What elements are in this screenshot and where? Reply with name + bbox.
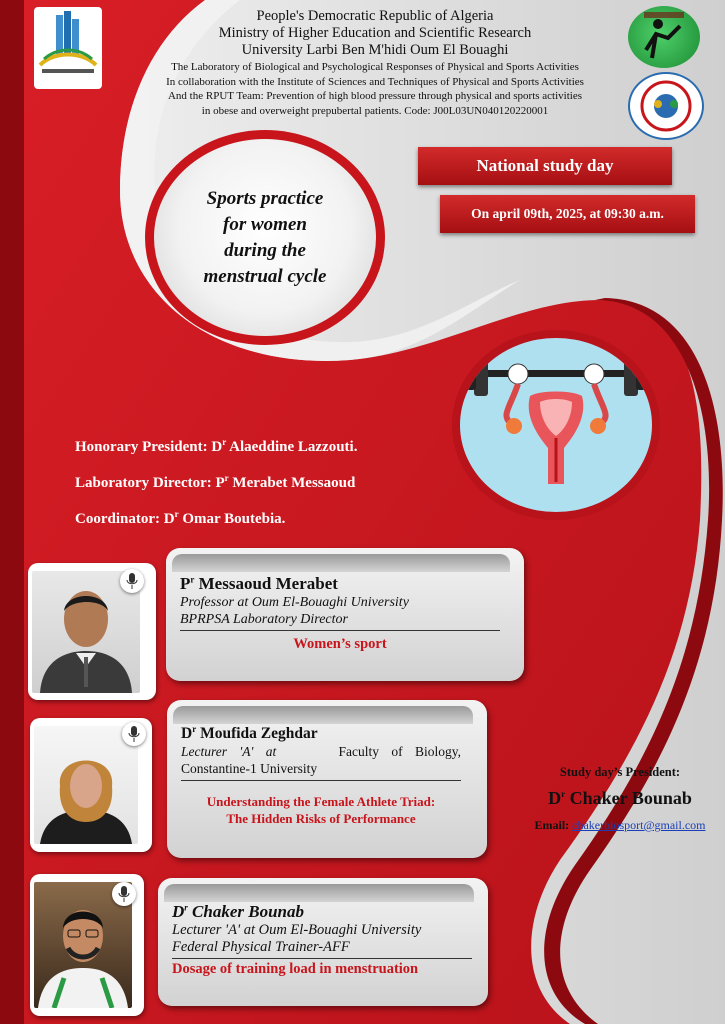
- coordinator-label: Coordinator: D: [75, 511, 175, 527]
- event-date-banner: [440, 195, 695, 233]
- director-sup: r: [224, 473, 229, 483]
- speaker-2-card: [167, 700, 487, 858]
- coordinator-sup: r: [174, 509, 179, 519]
- speaker-1-role: BPRPSA Laboratory Director: [180, 612, 348, 627]
- speaker-2-photo-frame: [30, 718, 152, 852]
- director-name: Merabet Messaoud: [228, 475, 356, 491]
- speaker-2-name: $D^r$ Moufida Zeghdar: [181, 724, 318, 743]
- institution-header: [140, 8, 610, 59]
- university-logo: [34, 7, 102, 89]
- laboratory-logo: [628, 6, 700, 68]
- director-label: Laboratory Director: P: [75, 475, 225, 491]
- honorary-sup: r: [222, 437, 227, 447]
- title-line-3: during the: [224, 239, 306, 261]
- speaker-3-position: Lecturer 'A' at Oum El-Bouaghi University: [172, 922, 422, 938]
- speaker-2-position: Lecturer 'A' at Faculty of Biology,: [181, 744, 461, 760]
- microphone-icon: [120, 569, 144, 593]
- speaker-2-talk-line-2: The Hidden Risks of Performance: [226, 811, 416, 827]
- event-date-label: On april 09th, 2025, at 09:30 a.m.: [471, 206, 664, 221]
- speaker-3-talk: Dosage of training load in menstruation: [172, 961, 419, 977]
- ministry-line: Ministry of Higher Education and Scientific Research: [218, 25, 532, 41]
- laboratory-line: The Laboratory of Biological and Psychological Responses of Physical and Sports Activities: [171, 61, 579, 73]
- uterus-barbell-illustration: [452, 330, 660, 520]
- event-type-label: National study day: [476, 156, 614, 175]
- organizing-roles: [75, 437, 357, 545]
- title-line-1: Sports practice: [206, 187, 324, 209]
- speaker-3-role: Federal Physical Trainer-AFF: [172, 939, 350, 955]
- speaker-1-photo-frame: [28, 563, 156, 700]
- president-email-link[interactable]: chakerbiosport@gmail.com: [572, 818, 706, 832]
- speaker-1-talk: Women’s sport: [293, 636, 387, 652]
- code-line: in obese and overweight prepubertal patients. Code: J00L03UN040120220001: [201, 104, 549, 117]
- study-day-president: [520, 765, 720, 833]
- collaboration-line: In collaboration with the Institute of Sciences and Techniques of Physical and Sports Activities: [166, 75, 584, 88]
- institute-logo: [628, 72, 704, 140]
- speaker-2-talk-line-1: Understanding the Female Athlete Triad:: [206, 794, 436, 810]
- speaker-3-card: [158, 878, 488, 1006]
- coordinator-name: Omar Boutebia.: [178, 511, 286, 527]
- president-name: $D^r$ Chaker Bounab: [548, 788, 692, 808]
- coordinator: [75, 509, 357, 545]
- microphone-icon: [122, 722, 146, 746]
- president-email: Email: chakerbiosport@gmail.com: [534, 818, 706, 832]
- honorary-name: Alaeddine Lazzouti.: [226, 439, 358, 455]
- team-line: And the RPUT Team: Prevention of high blood pressure through physical and sports activities: [167, 90, 582, 102]
- speaker-2-institution: Constantine-1 University: [181, 761, 318, 777]
- president-label: Study day’s President:: [559, 765, 681, 779]
- speaker-3-name: $D^r$ Chaker Bounab: [172, 902, 304, 921]
- title-line-2: for women: [223, 213, 307, 235]
- university-line: University Larbi Ben M'hidi Oum El Bouaghi: [241, 42, 509, 58]
- title-line-4: menstrual cycle: [203, 265, 327, 287]
- speaker-1-name: $P^r$ Messaoud Merabet: [180, 574, 338, 593]
- honorary-president: [75, 437, 357, 473]
- honorary-label: Honorary President: D: [75, 439, 223, 455]
- title-circle: [145, 130, 385, 345]
- speaker-1-card: [166, 548, 524, 681]
- speaker-1-position: Professor at Oum El-Bouaghi University: [180, 595, 409, 610]
- laboratory-director: [75, 473, 357, 509]
- country-line: People's Democratic Republic of Algeria: [256, 8, 494, 24]
- laboratory-header: [140, 60, 610, 118]
- microphone-icon: [112, 882, 136, 906]
- speaker-3-photo-frame: [30, 874, 144, 1016]
- event-type-banner: [418, 147, 672, 185]
- event-title: [185, 186, 345, 290]
